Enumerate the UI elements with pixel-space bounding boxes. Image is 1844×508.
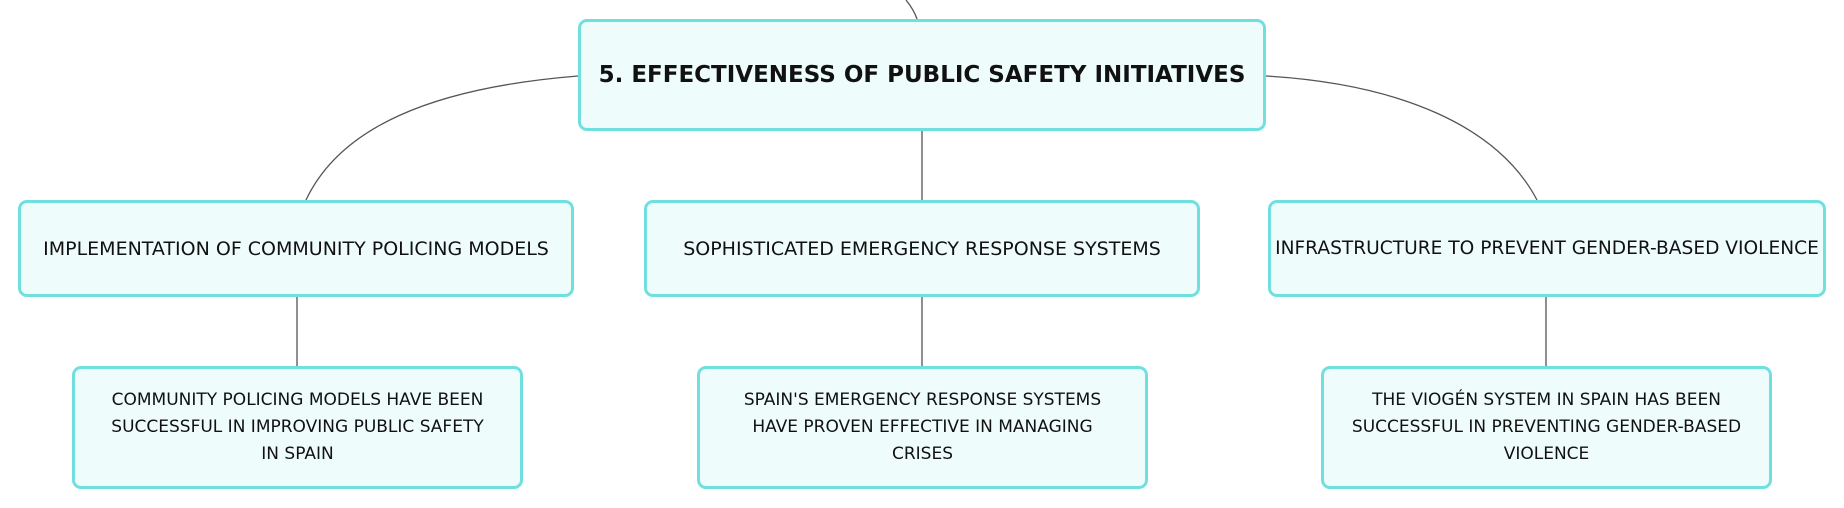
- branch-label-gender-violence: INFRASTRUCTURE TO PREVENT GENDER-BASED VIOLENCE: [1275, 238, 1819, 259]
- leaf-label-gender-violence: THE VIOGÉN SYSTEM IN SPAIN HAS BEEN SUCCESSFUL IN PREVENTING GENDER-BASED VIOLENCE: [1351, 390, 1742, 464]
- branch-label-emergency-response: SOPHISTICATED EMERGENCY RESPONSE SYSTEMS: [683, 237, 1161, 260]
- branch-label-community-policing: IMPLEMENTATION OF COMMUNITY POLICING MODELS: [43, 237, 549, 260]
- leaf-label-emergency-response: SPAIN'S EMERGENCY RESPONSE SYSTEMS HAVE PROVEN EFFECTIVE IN MANAGING CRISES: [743, 390, 1102, 464]
- connector-root-to-branch-left: [306, 76, 578, 200]
- connector-parent-to-root: [906, 0, 917, 19]
- branch-node-community-policing[interactable]: [18, 200, 574, 297]
- connector-root-to-branch-right: [1266, 76, 1537, 200]
- leaf-node-emergency-response[interactable]: [697, 366, 1148, 489]
- leaf-node-community-policing[interactable]: [72, 366, 523, 489]
- root-topic-node[interactable]: [578, 19, 1266, 131]
- leaf-label-community-policing: COMMUNITY POLICING MODELS HAVE BEEN SUCCESSFUL IN IMPROVING PUBLIC SAFETY IN SPAIN: [111, 390, 484, 464]
- leaf-node-gender-violence[interactable]: [1321, 366, 1772, 489]
- root-topic-label: 5. EFFECTIVENESS OF PUBLIC SAFETY INITIATIVES: [598, 62, 1246, 88]
- branch-node-gender-violence[interactable]: [1268, 200, 1826, 297]
- branch-node-emergency-response[interactable]: [644, 200, 1200, 297]
